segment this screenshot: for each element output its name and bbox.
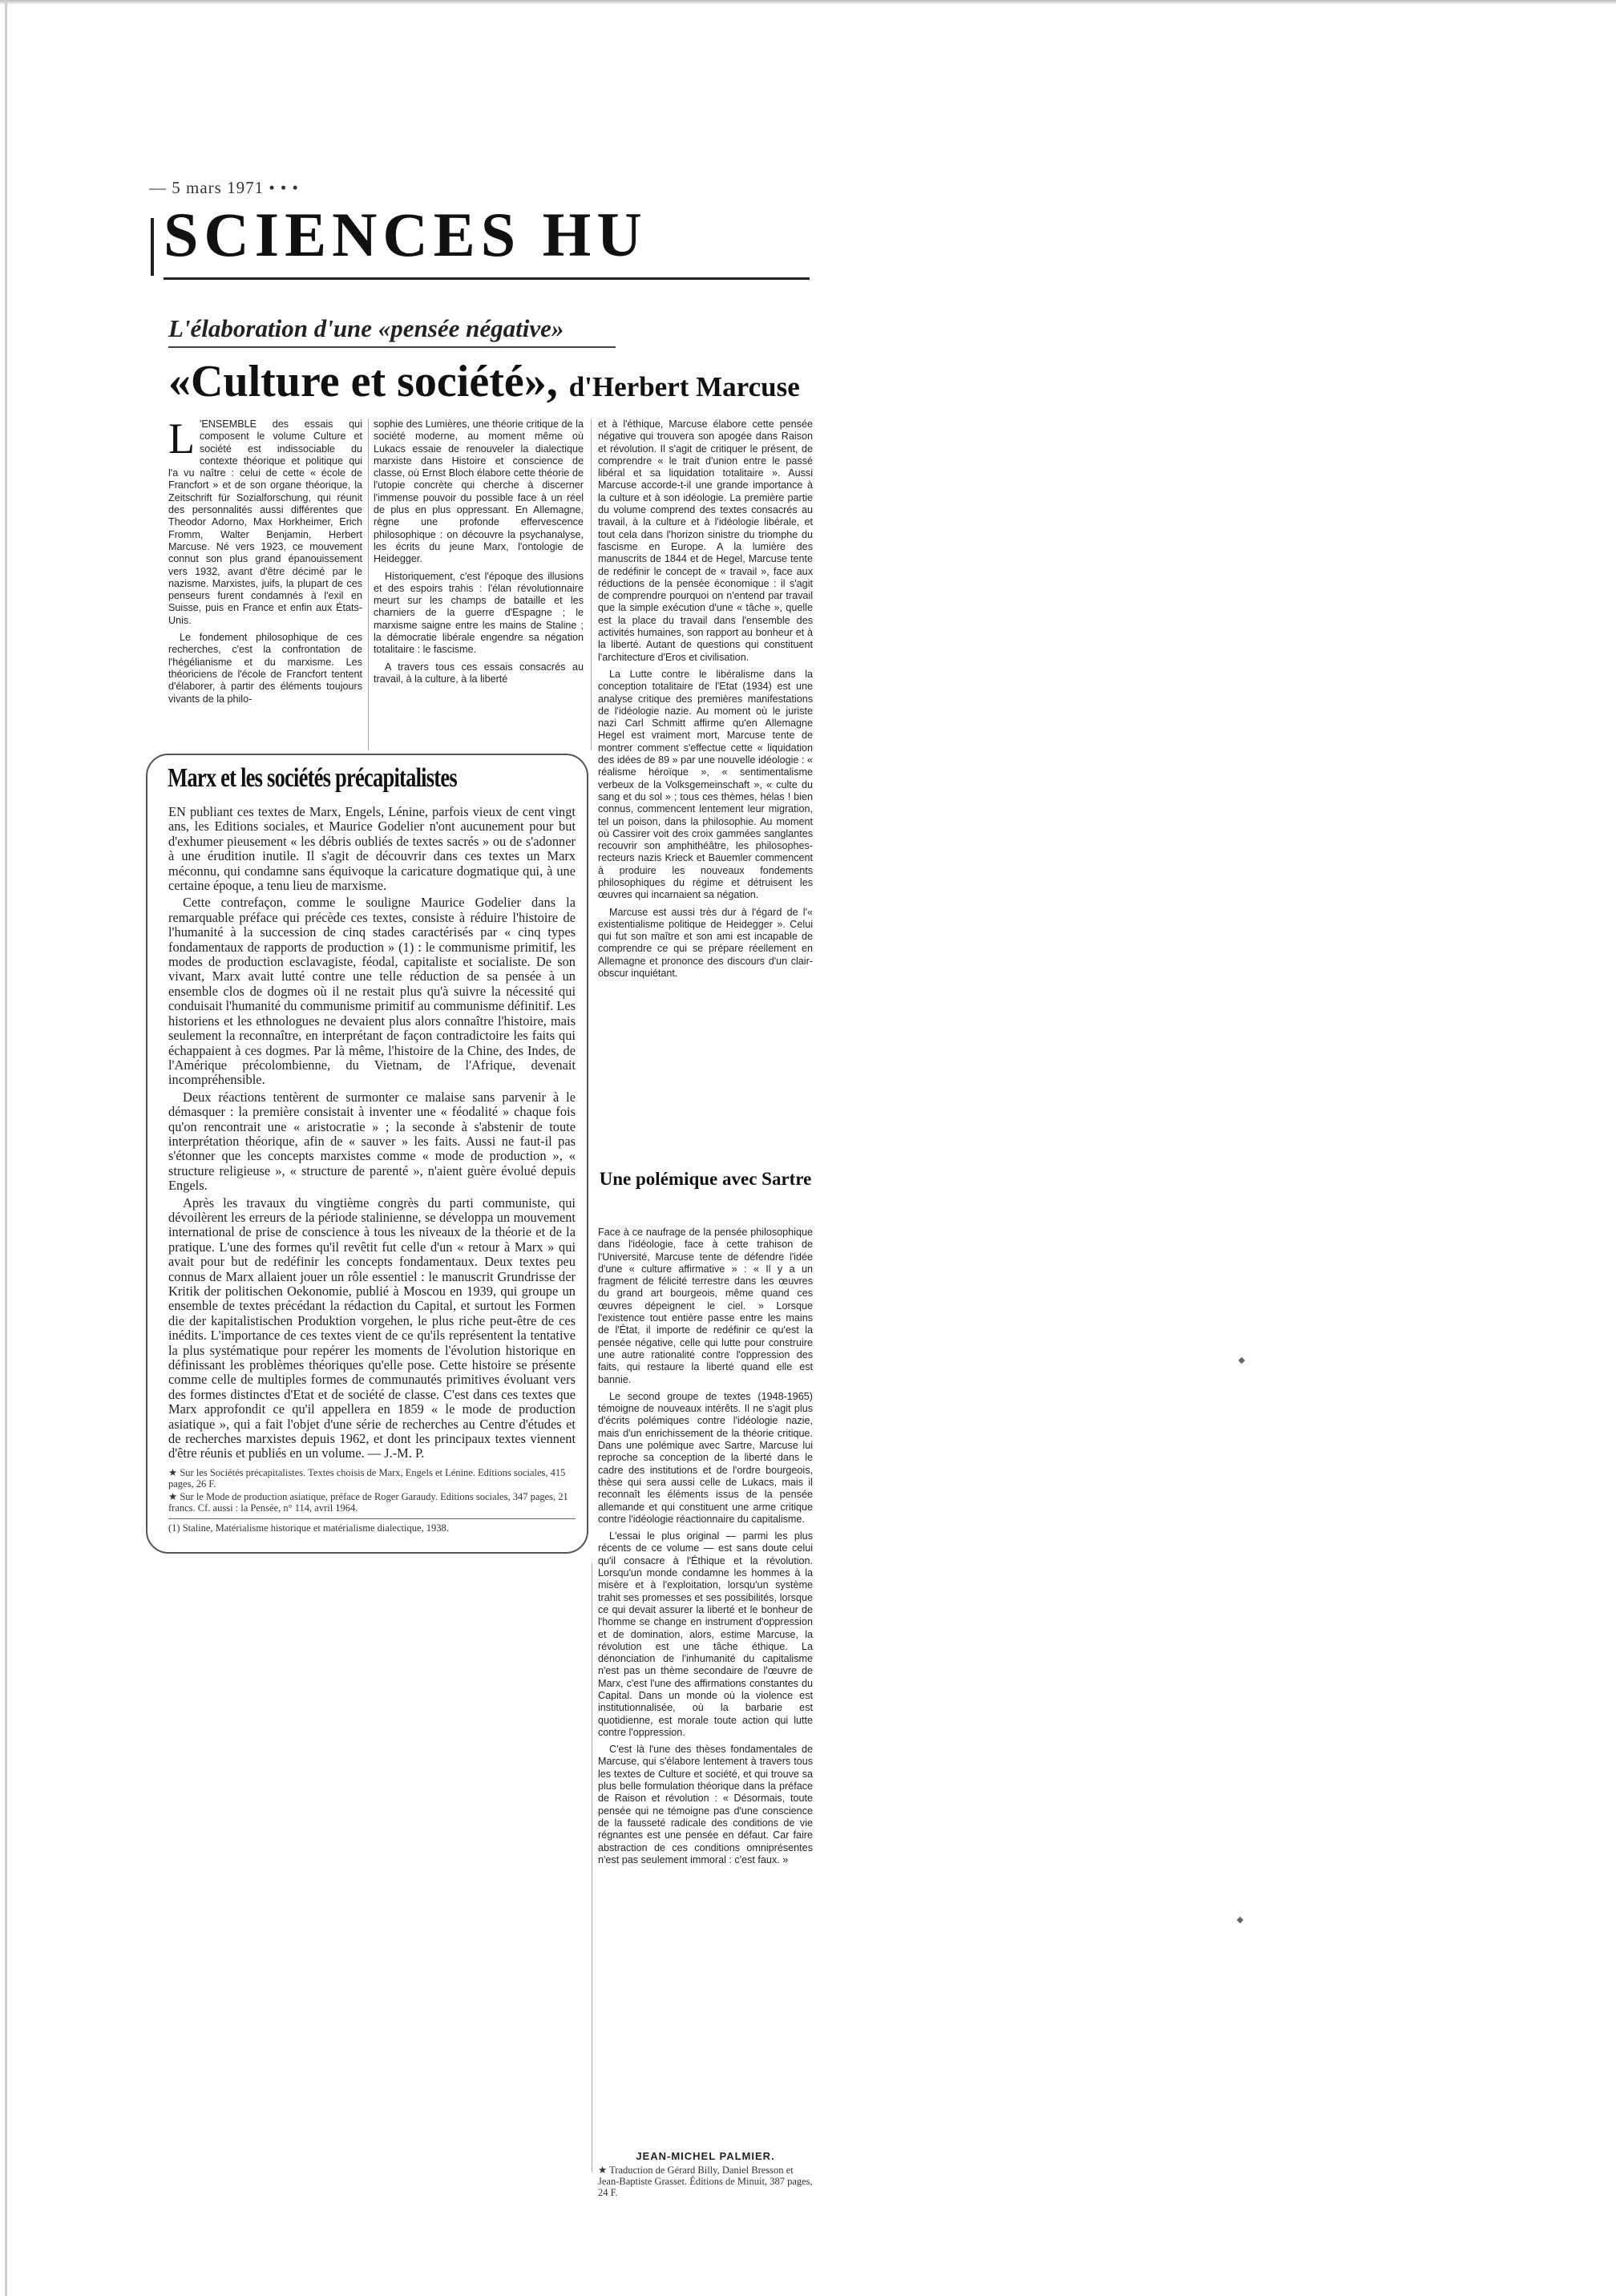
- scan-left-edge: [5, 0, 7, 2296]
- headline: [168, 359, 800, 404]
- kicker-rule: [168, 346, 616, 348]
- section-title: SCIENCES HU: [164, 200, 648, 269]
- translation-note: ★ Traduction de Gérard Billy, Daniel Bresson et Jean-Baptiste Grasset. Éditions de Minuit, 387 pages, 24 F.: [598, 2165, 813, 2198]
- title-bottom-rule: [164, 277, 810, 280]
- box-paragraph: EN publiant ces textes de Marx, Engels, Lénine, parfois vieux de cent vingt ans, les Editions sociales, et Maurice Godelier n'ont aucunement pour but d'exhumer pieusement « les débris oubliés de textes sacrés » ou de s'adonner à une érudition inutile. Il s'agit de découvrir dans ces textes un Marx méconnu, qui condamne sans équivoque la caricature dogmatique qui, à une certaine époque, a tenu lieu de marxisme.: [168, 804, 576, 894]
- paragraph: Historiquement, c'est l'époque des illusions et des espoirs trahis : l'élan révolutionnaire meurt sur les champs de bataille et les charniers de la guerre d'Espagne ; le marxisme saigne entre les mains de Staline ; la démocratie libérale engendre sa négation totalitaire : le fascisme.: [374, 570, 584, 656]
- author-signature: JEAN-MICHEL PALMIER.: [636, 2150, 775, 2162]
- box-footnote: (1) Staline, Matérialisme historique et matérialisme dialectique, 1938.: [168, 1522, 449, 1534]
- box-title: Marx et les sociétés précapitalistes: [165, 763, 459, 794]
- paragraph: A travers tous ces essais consacrés au travail, à la culture, à la liberté: [374, 661, 584, 685]
- box-paragraph: Cette contrefaçon, comme le souligne Maurice Godelier dans la remarquable préface qui précède ces textes, consiste à réduire l'histoire de l'humanité à la succession de cinq stades caractérisés par « cinq types fondamentaux de rapports de production » (1) : le communisme primitif, les modes de production esclavagiste, féodal, capitaliste et socialiste. De son vivant, Marx avait lutté contre une telle réduction de sa pensée à un ensemble clos de dogmes où il ne restait plus qu'à suivre la nécessité qui conduisait l'humanité du communisme primitif au communisme définitif. Les historiens et les ethnologues ne devaient plus alors connaître l'histoire, mais seulement la reconnaître, en interprétant de façon contradictoire les faits qui échappaient à ces dogmes. Par là même, l'histoire de la Chine, des Indes, de l'Amérique précolombienne, du Vietnam, de l'Afrique, devenait incompréhensible.: [168, 895, 576, 1088]
- paragraph: La Lutte contre le libéralisme dans la conception totalitaire de l'Etat (1934) est une analyse critique des premières manifestations de l'idéologie nazie. Au moment où le juriste nazi Carl Schmitt affirme qu'en Allemagne Hegel est vraiment mort, Marcuse tente de montrer comment s'effectue cette « liquidation des idées de 89 » par une nouvelle idéologie : « réalisme héroïque », « sentimentalisme verbeux de la Volksgemeinschaft », « culte du sang et du sol » ; tous ces thèmes, hélas ! bien connus, commencent lentement leur migration, tel un poison, dans la philosophie. Au moment où Cassirer voit des croix gammées sanglantes recouvrir son amphithéâtre, les philosophes-recteurs nazis Krieck et Bauemler commencent à produire les nouveaux fondements philosophiques du régime et détruisent les œuvres qui incarnaient sa négation.: [598, 668, 813, 901]
- paragraph: 'ENSEMBLE des essais qui composent le volume Culture et société est indissociable du contexte théorique et politique qui l'a vu naître : celui de cette « école de Francfort » et de son organe théorique, la Zeitschrift für Sozialforschung, qui réunit des personnalités aussi différentes que Theodor Adorno, Max Horkheimer, Erich Fromm, Walter Benjamin, Herbert Marcuse. Né vers 1923, ce mouvement connut son plus grand épanouissement vers 1932, avant d'être décimé par le nazisme. Marxistes, juifs, la plupart de ces penseurs furent condamnés à l'exil en Suisse, puis en France et enfin aux États-Unis.: [168, 418, 362, 626]
- paragraph: et à l'éthique, Marcuse élabore cette pensée négative qui trouvera son apogée dans Raison et révolution. Il s'agit de critiquer le présent, de comprendre « le trait d'union entre le passé libéral et sa liquidation totalitaire ». Aussi Marcuse accorde-t-il une grande importance à la culture et à son idéologie. La première partie du volume comprend des textes consacrés au travail, à la culture et à l'idéologie libérale, et tout cela dans l'horizon sinistre du triomphe du fascisme en Europe. A la lumière des manuscrits de 1844 et de Hegel, Marcuse tente de redéfinir le concept de « travail », face aux réductions de la pensée économique : il s'agit de comprendre pourquoi on n'entend par travail que la simple exécution d'une « tâche », quelle est la place du travail dans l'ensemble des activités humaines, son rapport au bonheur et à la liberté. Autant de questions qui constituent l'architecture d'Eros et civilisation.: [598, 418, 813, 663]
- paragraph: sophie des Lumières, une théorie critique de la société moderne, au moment même où Lukacs essaie de renouveler la dialectique marxiste dans Histoire et conscience de classe, où Ernst Bloch élabore cette théorie de l'utopie concrète qui cherche à discerner l'immense pouvoir du possible face à un réel de plus en plus oppressant. En Allemagne, règne une profonde effervescence philosophique : on découvre la psychanalyse, les écrits du jeune Marx, l'ontologie de Heidegger.: [374, 418, 584, 565]
- subhead: Une polémique avec Sartre: [599, 1169, 812, 1189]
- article-column-2: [374, 418, 584, 690]
- box-note: ★ Sur les Sociétés précapitalistes. Textes choisis de Marx, Engels et Lénine. Editions sociales, 415 pages, 26 F.: [168, 1467, 566, 1490]
- dateline: — 5 mars 1971 • • •: [149, 178, 299, 197]
- box-note: ★ Sur le Mode de production asiatique, préface de Roger Garaudy. Editions sociales, 347 pages, 21 francs. Cf. aussi : la Pensée, n° 114, avril 1964.: [168, 1491, 568, 1514]
- box-paragraph: Deux réactions tentèrent de surmonter ce malaise sans parvenir à le démasquer : la première consistait à inventer une « féodalité » chaque fois qu'on rencontrait une « aristocratie » ; la seconde à s'abstenir de toute interprétation théorique, afin de « sauver » les faits. Aussi ne faut-il pas s'étonner que les concepts marxistes comme « mode de production », « structure religieuse », « structure de parenté », n'aient guère évolué depuis Engels.: [168, 1089, 576, 1194]
- article-column-3: [598, 418, 813, 984]
- article-column-3-continued: [598, 1227, 813, 1871]
- scan-speck: [1238, 1357, 1245, 1364]
- title-left-rule: [151, 218, 154, 276]
- headline-byline: d'Herbert Marcuse: [568, 371, 800, 402]
- box-body: [168, 805, 576, 1464]
- headline-title: «Culture et société»,: [168, 357, 558, 406]
- box-notes: [168, 1467, 576, 1535]
- article-column-1: [168, 414, 362, 710]
- scan-top-edge: [0, 0, 1616, 5]
- column-divider: [368, 418, 369, 750]
- paragraph: Face à ce naufrage de la pensée philosophique dans l'idéologie, face à cette trahison de l'Université, Marcuse tente de défendre l'idée d'une « culture affirmative » : « Il y a un fragment de félicité terrestre dans les œuvres du grand art bourgeois, même quand ces œuvres dépeignent le ciel. » Lorsque l'existence tout entière passe entre les mains de l'État, il importe de redéfinir ce qu'est la pensée négative, celle qui lutte pour construire une autre rationalité contre l'oppression des faits, qui restaure la liberté quand elle est bannie.: [598, 1227, 813, 1385]
- column-divider: [591, 418, 592, 750]
- drop-cap: L: [168, 414, 195, 463]
- paragraph: Marcuse est aussi très dur à l'égard de l'« existentialisme politique de Heidegger ». Celui qui fut son maître et son ami est incapable de comprendre ce qui se prépare réellement en Allemagne et prononce des discours d'un clair-obscur inquiétant.: [598, 906, 813, 980]
- paragraph: L'essai le plus original — parmi les plus récents de ce volume — est sans doute celui qu'il consacre à l'Éthique et la révolution. Lorsqu'un monde condamne les hommes à la misère et à l'exploitation, lorsqu'un système trahit ses promesses et ses possibilités, lorsque ce qui devait assurer la liberté et le bonheur de l'homme se change en instrument d'oppression et de domination, alors, estime Marcuse, la révolution est une tâche éthique. La dénonciation de l'inhumanité du capitalisme n'est pas un thème secondaire de l'œuvre de Marx, c'est l'une des affirmations constantes du Capital. Dans un monde où la violence est institutionnalisée, où la barbarie est quotidienne, est morale toute action qui lutte contre l'oppression.: [598, 1530, 813, 1738]
- paragraph: Le fondement philosophique de ces recherches, c'est la confrontation de l'hégélianisme et du marxisme. Les théoriciens de l'école de Francfort tentent d'élaborer, à partir des éléments toujours vivants de la philo-: [168, 632, 362, 705]
- paragraph: C'est là l'une des thèses fondamentales de Marcuse, qui s'élabore lentement à travers tous les textes de Culture et société, et qui trouve sa plus belle formulation théorique dans la préface de Raison et révolution : « Désormais, toute pensée qui ne témoigne pas d'une conscience de la fausseté radicale des conditions de vie régnantes est une pensée en défaut. Car faire abstraction de ces conditions omniprésentes n'est pas seulement immoral : c'est faux. »: [598, 1744, 813, 1866]
- footnote-rule: [168, 1518, 576, 1519]
- kicker: L'élaboration d'une «pensée négative»: [168, 314, 564, 342]
- paragraph: Le second groupe de textes (1948-1965) témoigne de nouveaux intérêts. Il ne s'agit plus d'écrits polémiques contre l'idéologie nazie, mais d'un enrichissement de la théorie critique. Dans une polémique avec Sartre, Marcuse lui reproche sa conception de la liberté dans le cadre des institutions et de l'ordre bourgeois, thèse qui sera aussi celle de Lukacs, mais il reconnaît les éléments issus de la pensée allemande et qui constituent une arme critique contre l'idéologie réactionnaire du capitalisme.: [598, 1390, 813, 1525]
- box-paragraph: Après les travaux du vingtième congrès du parti communiste, qui dévoilèrent les erreurs de la période stalinienne, se développa un mouvement international de prise de conscience à tous les niveaux de la théorie et de la pratique. L'une des formes qu'il revêtit fut celle d'un « retour à Marx » qui avait pour but de redéfinir les concepts fondamentaux. Deux textes peu connus de Marx allaient jouer un rôle essentiel : le manuscrit Grundrisse der Kritik der politischen Oekonomie, publié à Moscou en 1939, qui groupe un ensemble de textes précédant la rédaction du Capital, et surtout les Formen die der kapitalistischen Produktion vorgehen, le plus riche peut-être de ces inédits. L'importance de ces textes vient de ce qu'ils représentent la tentative la plus systématique pour repérer les moments de l'évolution historique en définissant les problèmes théoriques qu'elle pose. Cette histoire se présente comme celle de multiples formes de communautés primitives évoluant vers des formes distinctes d'Etat et de société de classe. C'est dans ces textes que Marx approfondit ce qu'il appellera en 1859 « le mode de production asiatique », qui a fait l'objet d'une série de recherches au Centre d'études et de recherches marxistes depuis 1962, et dont les principaux textes viennent d'être réunis et publiés en un volume. — J.-M. P.: [168, 1194, 576, 1461]
- scan-speck: [1237, 1917, 1243, 1923]
